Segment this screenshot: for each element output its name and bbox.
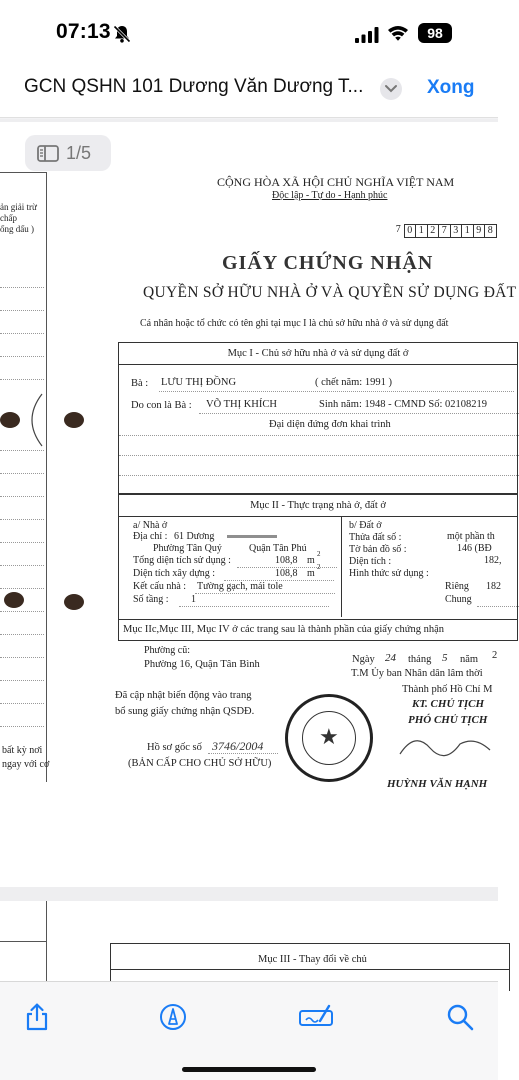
address-label: Địa chỉ : (133, 531, 168, 542)
national-motto: Độc lập - Tự do - Hạnh phúc (272, 190, 388, 201)
search-icon[interactable] (445, 1002, 475, 1032)
adjacent-page-strip (0, 162, 50, 862)
signature-mark (395, 726, 495, 766)
map-label: Tờ bản đồ số : (349, 544, 407, 555)
document-title[interactable]: GCN QSHN 101 Dương Văn Dương T... (24, 76, 364, 97)
area-value: 182, (484, 555, 502, 566)
section-property (118, 494, 518, 641)
certificate-title: GIẤY CHỨNG NHẬN (222, 252, 434, 274)
title-menu-button[interactable] (380, 78, 402, 100)
old-ward-label: Phường cũ: (144, 645, 190, 656)
area-label: Diện tích : (349, 556, 392, 567)
done-button[interactable]: Xong (427, 77, 475, 98)
built-area-label: Diện tích xây dựng : (133, 568, 216, 579)
certificate-subtitle: QUYỀN SỞ HỮU NHÀ Ở VÀ QUYỀN SỬ DỤNG ĐẤT (143, 284, 517, 301)
battery-indicator: 98 (418, 23, 452, 43)
punch-hole (0, 412, 20, 428)
land-label: b/ Đất ở (349, 520, 382, 531)
sidebar-icon (37, 145, 59, 162)
handwritten-strike (227, 535, 277, 538)
cert-digit: 7 (438, 224, 451, 238)
area-unit: m (307, 568, 315, 579)
squared-mark: 2 (317, 563, 321, 571)
cert-digit: 7 (395, 224, 401, 235)
owner-note: ( chết năm: 1991 ) (315, 377, 392, 388)
punch-hole (64, 412, 84, 428)
official-seal (285, 694, 373, 782)
address-value: 61 Dương (174, 531, 215, 542)
document-page-2[interactable] (0, 901, 498, 991)
bell-slash-icon (112, 24, 132, 44)
seal-emblem (302, 711, 356, 765)
section-footnote-row (119, 619, 517, 642)
cert-digit: 1 (415, 224, 428, 238)
date-year: 2 (492, 650, 498, 661)
section-owner (118, 342, 518, 494)
city-name: Thành phố Hồ Chí M (402, 684, 493, 695)
share-icon[interactable] (22, 1002, 52, 1032)
markup-icon[interactable] (158, 1002, 188, 1032)
child-name: VÕ THỊ KHÍCH (206, 399, 277, 410)
representative-note: Đại diện đứng đơn khai trình (269, 419, 391, 430)
previous-page-arc (18, 390, 48, 450)
cert-digit: 0 (404, 224, 417, 238)
built-area-value: 108,8 (275, 568, 298, 579)
cert-digit: 8 (484, 224, 497, 238)
cert-digit: 9 (473, 224, 486, 238)
update-note-1: Đã cập nhật biến động vào trang (115, 690, 252, 701)
status-bar (0, 0, 498, 62)
child-info: Sinh năm: 1948 - CMND Số: 02108219 (319, 399, 488, 410)
strip-line: ống dấu ) (0, 224, 34, 234)
owner-name: LƯU THỊ ĐỒNG (161, 377, 237, 388)
document-page-1[interactable] (0, 122, 517, 887)
bottom-toolbar (0, 981, 498, 1080)
use-label: Hình thức sử dụng : (349, 568, 429, 579)
floor-area-label: Tổng diện tích sử dụng : (133, 555, 231, 566)
strip-line: ản giải trừ (0, 202, 37, 212)
certificate-number (393, 224, 497, 238)
section-heading: Mục III - Thay đổi về chủ (258, 954, 367, 965)
signer-title-1: KT. CHỦ TỊCH (412, 698, 485, 710)
home-indicator[interactable] (182, 1067, 316, 1072)
update-note-2: bổ sung giấy chứng nhận QSDĐ. (115, 706, 255, 717)
chevron-down-icon (385, 85, 397, 93)
cert-digit: 3 (450, 224, 463, 238)
copy-note: (BẢN CẤP CHO CHỦ SỞ HỮU) (128, 758, 272, 769)
child-label: Do con là Bà : (131, 400, 192, 411)
cert-digit: 1 (461, 224, 474, 238)
structure-value: Tường gạch, mái tole (197, 581, 283, 592)
structure-label: Kết cấu nhà : (133, 581, 187, 592)
certificate-intro: Cá nhân hoặc tổ chức có tên ghi tại mục I là chủ sở hữu nhà ở và sử dụng đất (140, 318, 449, 329)
strip-line: ngay với cơ (2, 759, 50, 770)
nav-bar (0, 62, 498, 118)
section-footnote: Mục IIc,Mục III, Mục IV ở các trang sau là thành phần của giấy chứng nhận (123, 624, 444, 635)
squared-mark: 2 (317, 550, 321, 558)
floors-value: 1 (191, 594, 196, 605)
star-icon: ★ (319, 724, 339, 749)
status-time: 07:13 (56, 20, 111, 43)
map-value: 146 (BĐ (457, 543, 492, 554)
district-value: Quận Tân Phú (249, 543, 307, 554)
ward-value: Phường Tân Quý (153, 543, 222, 554)
floor-area-value: 108,8 (275, 555, 298, 566)
plot-label: Thửa đất số : (349, 532, 402, 543)
strip-line: chấp (0, 213, 17, 223)
date-month: 5 (442, 652, 448, 664)
document-viewer[interactable] (0, 119, 517, 981)
plot-value: một phần th (447, 531, 495, 542)
date-month-label: tháng (408, 654, 432, 665)
private-label: Riêng (445, 581, 469, 592)
date-day: 24 (385, 652, 396, 664)
floors-label: Số tầng : (133, 594, 169, 605)
country-name: CỘNG HÒA XÃ HỘI CHỦ NGHĨA VIỆT NAM (217, 175, 455, 189)
section-heading: Mục I - Chủ sở hữu nhà ở và sử dụng đất ở (119, 343, 517, 365)
owner-label: Bà : (131, 378, 149, 389)
date-year-label: năm (460, 654, 479, 665)
strip-line: bất kỳ nơi (2, 745, 43, 756)
form-fill-icon[interactable] (298, 1002, 334, 1032)
shared-label: Chung (445, 594, 472, 605)
signer-title-2: PHÓ CHỦ TỊCH (408, 714, 488, 726)
private-value: 182 (486, 581, 501, 592)
house-label: a/ Nhà ở (133, 520, 168, 531)
cellular-signal-icon (355, 27, 379, 43)
page-number: 1/5 (66, 143, 92, 163)
original-record-label: Hồ sơ gốc số (147, 742, 202, 753)
signer-name: HUỲNH VĂN HẠNH (387, 778, 488, 790)
date-label: Ngày (352, 654, 375, 665)
page-indicator[interactable] (25, 135, 111, 171)
cert-digit: 2 (427, 224, 440, 238)
section-heading: Mục II - Thực trạng nhà ở, đất ở (119, 495, 517, 517)
wifi-icon (387, 24, 409, 42)
area-unit: m (307, 555, 315, 566)
old-ward-value: Phường 16, Quận Tân Bình (144, 659, 260, 670)
original-record-value: 3746/2004 (212, 739, 264, 753)
punch-hole (4, 592, 24, 608)
punch-hole (64, 594, 84, 610)
committee-name: T.M Ủy ban Nhân dân lâm thời (351, 668, 483, 679)
